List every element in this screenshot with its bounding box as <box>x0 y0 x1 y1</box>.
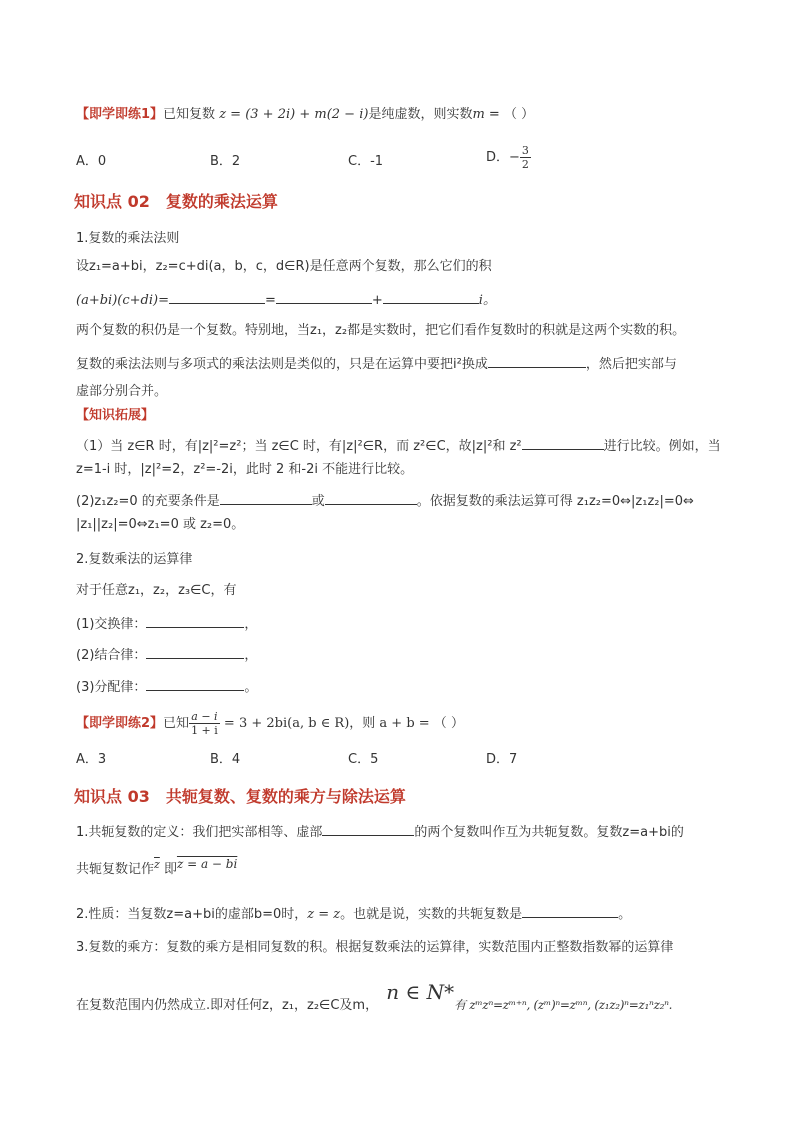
section-title: 共轭复数、复数的乘方与除法运算 <box>165 787 406 806</box>
blank-associative[interactable] <box>146 644 244 659</box>
law-commutative-label: (1)交换律： <box>76 617 147 632</box>
extension-line-1-a: （1）当 z∈R 时，有|z|²=z²；当 z∈C 时，有|z|²∈R，而 z²∈C，故|z|²和 z² <box>76 439 522 454</box>
law-commutative <box>76 613 257 634</box>
exercise-1-option-d-fraction <box>520 144 531 171</box>
conj-n-formula: n ∈ N* <box>386 980 455 1004</box>
extension-line-1 <box>76 435 721 456</box>
exercise-2-option-b: B．4 <box>210 752 241 767</box>
fraction-numerator: 3 <box>521 144 529 157</box>
blank-real-part[interactable] <box>169 289 265 304</box>
extension-line-2: z=1-i 时，|z|²=2，z²=-2i，此时 2 和-2i 不能进行比较。 <box>76 462 414 477</box>
exercise-1-option-c: C．-1 <box>348 154 384 169</box>
exercise-1-var: m <box>472 107 485 122</box>
exercise-2-text-b: = 3 + 2bi(a, b ∈ R)，则 a + b = （ ） <box>219 716 464 731</box>
extension-or: 或 <box>311 494 325 509</box>
exercise-2-option-a: A．3 <box>76 752 107 767</box>
conj-power-rules: 有 zᵐzⁿ=zᵐ⁺ⁿ, (zᵐ)ⁿ=zᵐⁿ, (z₁z₂)ⁿ=z₁ⁿz₂ⁿ. <box>454 998 673 1012</box>
blank-i-squared[interactable] <box>488 353 586 368</box>
mul-rule-title: 1.复数的乘法法则 <box>76 231 180 246</box>
exercise-1-option-d <box>486 144 531 171</box>
extension-line-3-a: (2)z₁z₂=0 的充要条件是 <box>76 494 220 509</box>
conj-line-1-b: 的两个复数叫作互为共轭复数。复数z=a+bi的 <box>414 825 684 840</box>
fraction-numerator: a − i <box>189 710 220 724</box>
exercise-1-text-c: = （ ） <box>484 107 535 122</box>
conj-line-1 <box>76 821 684 842</box>
conj-line-2-a: 共轭复数记作 <box>76 862 155 877</box>
conj-line-2 <box>76 857 238 879</box>
exercise-1-option-d-label: D．− <box>486 150 520 165</box>
equals-sign: = <box>264 293 276 308</box>
exercise-1-option-a: A．0 <box>76 154 107 169</box>
blank-expanded[interactable] <box>276 289 372 304</box>
blank-distributive[interactable] <box>146 676 244 691</box>
exercise-2-option-c: C．5 <box>348 752 379 767</box>
extension-tag: 【知识拓展】 <box>76 408 155 423</box>
exercise-1-text-a: 已知复数 <box>163 107 216 122</box>
blank-imag-opposite[interactable] <box>322 821 414 836</box>
conj-property-formula: z = z <box>307 907 341 922</box>
blank-real-conj[interactable] <box>522 903 618 918</box>
exercise-1-option-b: B．2 <box>210 154 241 169</box>
exercise-2 <box>76 710 464 737</box>
conj-line-2-b: 即 <box>159 862 177 877</box>
conj-line-5-a: 在复数范围内仍然成立.即对任何z，z₁，z₂∈C及m， <box>76 998 379 1013</box>
exercise-2-option-d: D．7 <box>486 752 518 767</box>
conj-line-3-a: 2.性质：当复数z=a+bi的虚部b=0时， <box>76 907 308 922</box>
blank-condition-2[interactable] <box>325 490 417 505</box>
exercise-2-fraction <box>189 710 220 737</box>
fraction-denominator: 2 <box>521 158 529 171</box>
comma: ， <box>244 617 258 632</box>
section-heading-02 <box>74 189 278 212</box>
mul-rule-line-5: 虚部分别合并。 <box>76 384 168 399</box>
comma: ， <box>244 648 258 663</box>
extension-line-4: |z₁||z₂|=0⇔z₁=0 或 z₂=0。 <box>76 517 245 532</box>
product-expression: (a+bi)(c+di)= <box>76 293 169 308</box>
blank-commutative[interactable] <box>146 613 244 628</box>
section-number: 知识点 03 <box>74 787 150 806</box>
laws-intro: 对于任意z₁，z₂，z₃∈C，有 <box>76 583 237 598</box>
conj-line-3-b: 。也就是说，实数的共轭复数是 <box>340 907 523 922</box>
conj-line-3 <box>76 903 631 924</box>
section-heading-03 <box>74 784 406 807</box>
law-distributive <box>76 676 257 697</box>
mul-rule-line-2 <box>76 289 496 310</box>
exercise-1-text-b: 是纯虚数，则实数 <box>368 107 473 122</box>
blank-compare[interactable] <box>522 435 604 450</box>
period: 。 <box>244 680 258 695</box>
mul-rule-line-4-b: ，然后把实部与 <box>585 357 677 372</box>
mul-rule-line-3: 两个复数的积仍是一个复数。特别地，当z₁，z₂都是实数时，把它们看作复数时的积就是这两个实数的积。 <box>76 323 686 338</box>
exercise-1-formula: z = (3 + 2i) + m(2 − i) <box>219 107 369 122</box>
mul-rule-line-1: 设z₁=a+bi，z₂=c+di(a，b，c，d∈R)是任意两个复数，那么它们的积 <box>76 259 492 274</box>
laws-title: 2.复数乘法的运算律 <box>76 552 193 567</box>
section-title: 复数的乘法运算 <box>165 192 278 211</box>
conj-line-4: 3.复数的乘方：复数的乘方是相同复数的积。根据复数乘法的运算律，实数范围内正整数指数幂的运算律 <box>76 940 674 955</box>
exercise-1-tag: 【即学即练1】 <box>76 107 164 122</box>
plus-sign: + <box>371 293 383 308</box>
conj-formula: z = a − bi <box>176 857 238 871</box>
extension-line-3-b: 。依据复数的乘法运算可得 z₁z₂=0⇔|z₁z₂|=0⇔ <box>416 494 694 509</box>
law-distributive-label: (3)分配律： <box>76 680 147 695</box>
mul-rule-line-4-a: 复数的乘法法则与多项式的乘法法则是类似的，只是在运算中要把i²换成 <box>76 357 488 372</box>
exercise-1 <box>76 106 534 124</box>
blank-condition-1[interactable] <box>220 490 312 505</box>
exercise-2-tag: 【即学即练2】 <box>76 716 164 731</box>
conj-z-bar: z <box>154 858 160 871</box>
imaginary-unit: i。 <box>478 293 496 308</box>
exercise-2-text-a: 已知 <box>163 716 190 731</box>
law-associative-label: (2)结合律： <box>76 648 147 663</box>
fraction-denominator: 1 + i <box>191 724 218 737</box>
law-associative <box>76 644 257 665</box>
conj-line-1-a: 1.共轭复数的定义：我们把实部相等、虚部 <box>76 825 323 840</box>
extension-line-1-b: 进行比较。例如，当 <box>603 439 721 454</box>
blank-imag-part[interactable] <box>383 289 479 304</box>
mul-rule-line-4 <box>76 353 677 374</box>
period: 。 <box>618 907 632 922</box>
section-number: 知识点 02 <box>74 192 150 211</box>
conj-line-5 <box>76 980 673 1015</box>
extension-line-3 <box>76 490 694 511</box>
